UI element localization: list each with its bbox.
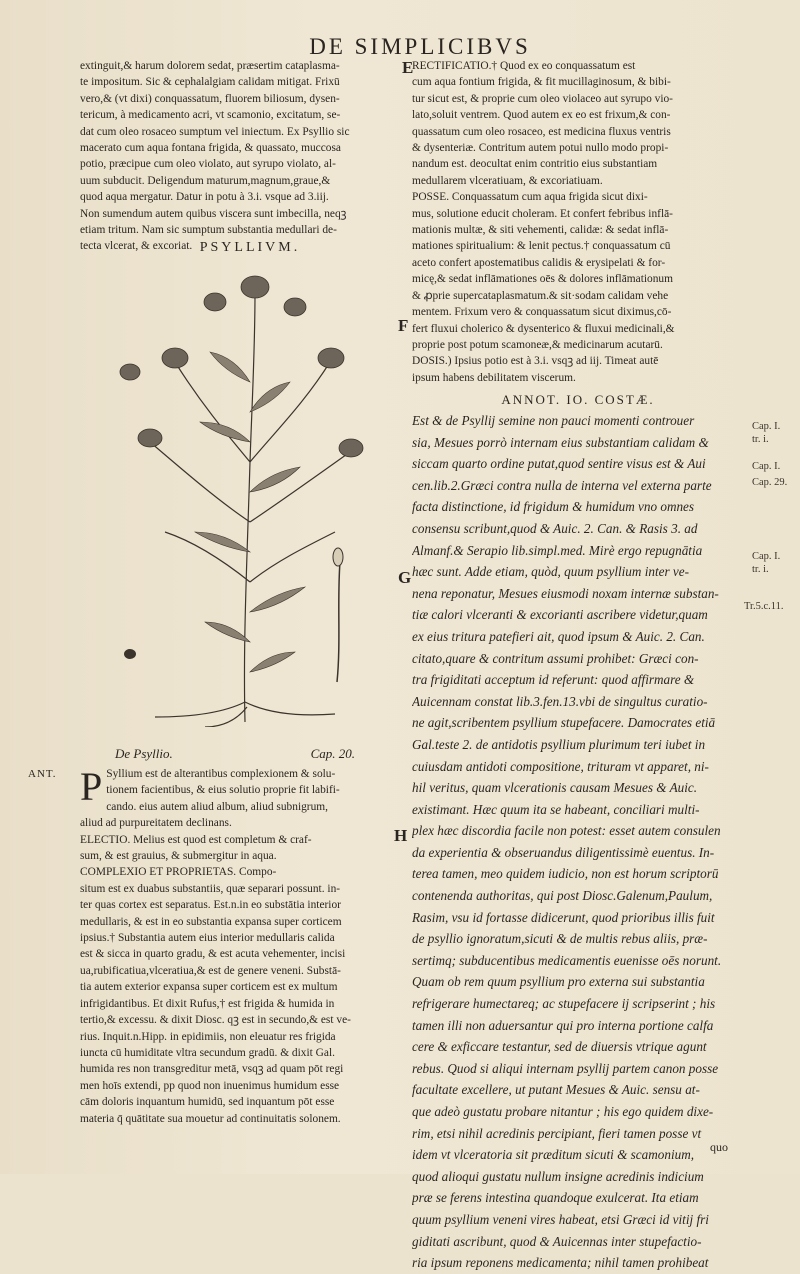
annotation-line: refrigerare humectareq; ac stupefacere ij scripserint ; his [412,996,716,1012]
annotation-line: da experientia & obseruandus diligentissimè euentus. In- [412,844,715,860]
text-line: vero,& (vt dixi) conquassatum, fluorem biliosum, dysen- [80,92,340,105]
annotation-line: Quam ob rem quum psyllium pro externa sui substantia [412,974,705,990]
annotation-line: hæc sunt. Adde etiam, quòd, quum psyllium inter ve- [412,564,690,580]
margin-note-5: Tr.5.c.11. [744,601,784,612]
text-line: POSSE. Conquassatum cum aqua frigida sicut dixi- [412,191,648,204]
text-line: RECTIFICATIO.† Quod ex eo conquassatum est [412,60,636,72]
text-line: Non sumendum autem quibus viscera sunt imbecilla, neqꝫ [80,207,347,220]
drop-cap-p: P [80,764,103,809]
annotation-line: Rasim, vsu id fortasse didicerunt, quod prioribus illis fuit [412,909,715,925]
text-line: tecta vlcerat, & excoriat. [80,240,193,253]
annotation-line: ne agit,scribentem psyllium stupefacere. Damocrates etiā [412,715,716,731]
text-line: tertio,& excessu. & dixit Diosc. qꝫ est in secundo,& est ve- [80,1014,351,1027]
annotation-line: præ se ferens intestina quandoque exulcerat. Ita etiam [412,1190,699,1206]
annotation-line: facta distinctione, id frigidum & humidum vno omnes [412,499,695,515]
text-line: proprie post potum scamoneæ,& medicinarum acutarū. [412,338,663,351]
annotation-line: Almanf.& Serapio lib.simpl.med. Mirè ergo repugnātia [412,542,703,558]
text-line: ipsius.† Substantia autem eius interior medullaris calida [80,932,335,945]
annotation-line: giditati ascribunt, quod & Auicennas inter stupefactio- [412,1233,702,1249]
text-line: rius. Inquit.n.Hipp. in epidimiis, non eleuatur res frigida [80,1030,336,1043]
annotation-line: quod alioqui gustatu nullum insigne acredinis indicium [412,1168,704,1184]
text-line: quod aqua mergatur. Datur in potu à 3.i. vsque ad 3.iij. [80,191,329,204]
figure-title: PSYLLIVM. [199,240,301,255]
margin-note-1: Cap. I. tr. i. [752,421,781,445]
text-line: aceto confert apostematibus calidis & erysipelati & for- [412,256,666,269]
running-head: DE SIMPLICIBVS [309,34,531,59]
caption-chapter: Cap. 20. [310,746,355,761]
text-line: lato,soluit ventrem. Quod autem ex eo est frixum,& con- [412,109,671,122]
text-line: tericum, à medicamento acri, vt scamonio, excitatum, se- [80,109,341,122]
text-line: fert fluxui cholerico & dysenterico & fluxui medicinali,& [412,322,675,335]
annotation-line: tra frigiditati acceptum id referunt: quod affirmare & [412,672,695,688]
text-line: extinguit,& harum dolorem sedat, præsertim cataplasma- [80,60,340,72]
annotation-line: sia, Mesues porrò internam eius substantiam calidam & [412,434,709,450]
text-line: ipsum habens debilitatem viscerum. [412,371,576,384]
margin-note-4: Cap. I. tr. i. [752,551,781,575]
text-line: & dysenteriæ. Contritum autem potui nullo modo propi- [412,142,669,155]
figure-caption [115,746,355,762]
annotation-line: hil veritus, quam vlcerationis causam Mesues & Auic. [412,780,698,796]
text-line: etiam tritum. Nam sic sumptum substantia medullari de- [80,224,337,237]
annotation-line: rim, etsi nihil acredinis percipiant, fieri tamen posse vt [412,1125,702,1141]
caption-title: De Psyllio. [115,746,173,761]
annotation-line: rebus. Quod si aliqui internam psyllij partem canon posse [412,1060,719,1076]
margin-letter-e: E [402,58,414,77]
text-line: mus, solutione educit choleram. Et confert febribus inflā- [412,207,673,220]
annotation-line: cere & exficcare testantur, sed de diuersis vtrique agunt [412,1039,707,1055]
annotation-line: existimant. Hæc quum ita se habeant, conciliari multi- [412,801,700,817]
annotation-line: ria ipsum reponens medicamenta; nihil tamen prohibeat [412,1255,709,1271]
annotation-line: contenenda authoritas, qui post Diosc.Galenum,Paulum, [412,888,713,904]
psyllium-plant-illustration [105,262,395,727]
text-line: cum aqua fontium frigida, & fit mucillaginosum, & bibi- [412,76,671,89]
text-line: tionem facientibus, & eius solutio proprie fit labifi- [106,784,340,797]
text-line: ua,rubificatiua,vlceratiua,& est de genere veneni. Substā- [80,964,341,977]
text-line: aliud ad purpureitatem declinans. [80,817,232,830]
text-line: cando. eius autem aliud album, aliud subnigrum, [106,800,329,813]
margin-letter-h: H [394,826,408,845]
annotation-line: siccam quarto ordine putat,quod sentire visus est & Aui [412,456,706,472]
annotation-line: Gal.teste 2. de antidotis psyllium plurimum teri iubet in [412,736,706,752]
text-line: Syllium est de alterantibus complexionem & solu- [106,768,336,780]
catchword: quo [710,1140,728,1154]
annotation-line: nena reponatur, Mesues eiusmodi noxam internæ substan- [412,585,719,601]
text-line: uum subducit. Deligendum maturum,magnum,graue,& [80,174,331,187]
text-line: medullaris, & est in eo substantia expansa super corticem [80,915,342,928]
annotation-column [412,410,744,1274]
annotation-line: consensu scribunt,quod & Auic. 2. Can. & Rasis 3. ad [412,520,698,536]
text-line: humida res non transgreditur metā, vsqꝫ ad quam pōt regi [80,1063,344,1076]
annotation-line: Est & de Psyllij semine non pauci momenti controuer [412,413,695,428]
annotation-line: ex eius tritura patefieri ait, quod ipsum & Auic. 2. Can. [412,628,705,644]
annotation-line: sertimq; subducentibus medicamentis euenisse oēs norunt. [412,952,722,968]
left-column-top [80,58,400,255]
text-line: te impositum. Sic & cephalalgiam calidam mitigat. Frixū [80,76,340,89]
left-column-bottom [80,766,400,1127]
annotation-line: Auicennam constat lib.3.fen.13.vbi de singultus curatio- [412,693,708,709]
text-line: DOSIS.) Ipsius potio est à 3.i. vsqꝫ ad iij. Timeat autē [412,355,659,368]
text-line: sum, & est grauius, & submergitur in aqua. [80,850,277,863]
annotation-line: cen.lib.2.Græci contra nulla de interna vel externa parte [412,477,712,493]
annotation-line: quum psyllium veneni vires habeat, etsi Græci id vitij fri [412,1211,709,1227]
annotation-heading: ANNOT. IO. COSTÆ. [501,392,655,407]
text-line: mationis multæ, & siti vehementi, calidæ: & sedat inflā- [412,224,669,237]
ant-label: ANT. [28,768,57,780]
annotation-line: de psyllio ignoratum,sicuti & de multis rebus aliis, præ- [412,931,708,947]
text-line: cām doloris inquantum humidū, sed inquantum pōt esse [80,1096,335,1109]
text-line: potio, præcipue cum oleo violato, aut syrupo violato, al- [80,158,336,171]
text-line: quassatum cum oleo rosaceo, est medicina fluxus ventris [412,125,671,138]
margin-letter-g: G [398,568,412,587]
text-line: mationes spiritualium: & lenit pectus.† conquassatum cū [412,240,671,253]
text-line: mentem. Frixum vero & conquassatum sicut diximus,cō- [412,306,672,319]
annotation-line: tiæ calori vlceranti & excorianti ascribere videtur,quam [412,607,708,623]
annotation-line: facultate excellere, ut putant Mesues & Auic. sensu at- [412,1082,700,1098]
text-line: medullarem vlceratiuam, & excoriatiuam. [412,174,603,187]
text-line: infrigidantibus. Et dixit Rufus,† est frigida & humida in [80,997,335,1010]
annotation-line: cuiusdam antidoti compositione, trituram vt apparet, ni- [412,758,709,774]
text-line: situm est ex duabus substantiis, quæ separari possunt. in- [80,882,341,895]
text-line: iuncta cū humiditate vltra secundum gradū. & dixit Gal. [80,1046,335,1059]
annotation-line: idem vt vlceratoria sit præditum sicuti & scamonium, [412,1147,695,1163]
annotation-line: citato,quare & contritum assumi prohibet: Græci con- [412,650,699,666]
text-line: COMPLEXIO ET PROPRIETAS. Compo- [80,866,277,879]
annotation-line: tamen illi non aduersantur qui pro interna portione calfa [412,1017,714,1033]
right-column-top [412,58,744,386]
text-line: nandum est. deocultat enim contritio eius substantiam [412,158,658,171]
text-line: & ꝓprie supercataplasmatum.& sit·sodam calidam vehe [412,289,669,302]
text-line: materia q̄ quātitate sua mouetur ad continuitatis solonem. [80,1112,341,1125]
text-line: dat cum oleo rosaceo sumptum vel iniectum. Ex Psyllio sic [80,125,350,138]
annotation-line: terea tamen, meo quidem iudicio, non est horum scriptorū [412,866,719,882]
text-line: est & sicca in quarto gradu, & est acuta vehementer, incisi [80,948,346,961]
text-line: ELECTIO. Melius est quod est completum & craf- [80,833,312,846]
text-line: tia autem exterior expansa super corticem est ex multum [80,981,338,994]
text-line: men hoīs extendi, pp quod non inuenimus humidum esse [80,1079,340,1092]
margin-note-2: Cap. I. [752,461,781,472]
margin-letter-f: F [398,316,409,335]
text-line: micę,& sedat inflāmationes oēs & dolores inflāmationum [412,273,673,286]
margin-note-3: Cap. 29. [752,477,788,488]
text-line: tur sicut est, & proprie cum oleo violaceo aut syrupo vio- [412,92,673,105]
annotation-line: plex hæc discordia facile non potest: esset autem consulen [412,823,721,839]
annotation-line: que adeò gustatu probare nitantur ; his ego quidem dixe- [412,1104,714,1119]
text-line: ter quas cortex est separatus. Est.n.in eo substātia interior [80,899,341,912]
text-line: macerato cum aqua fontana frigida, & quassato, muccosa [80,142,341,155]
